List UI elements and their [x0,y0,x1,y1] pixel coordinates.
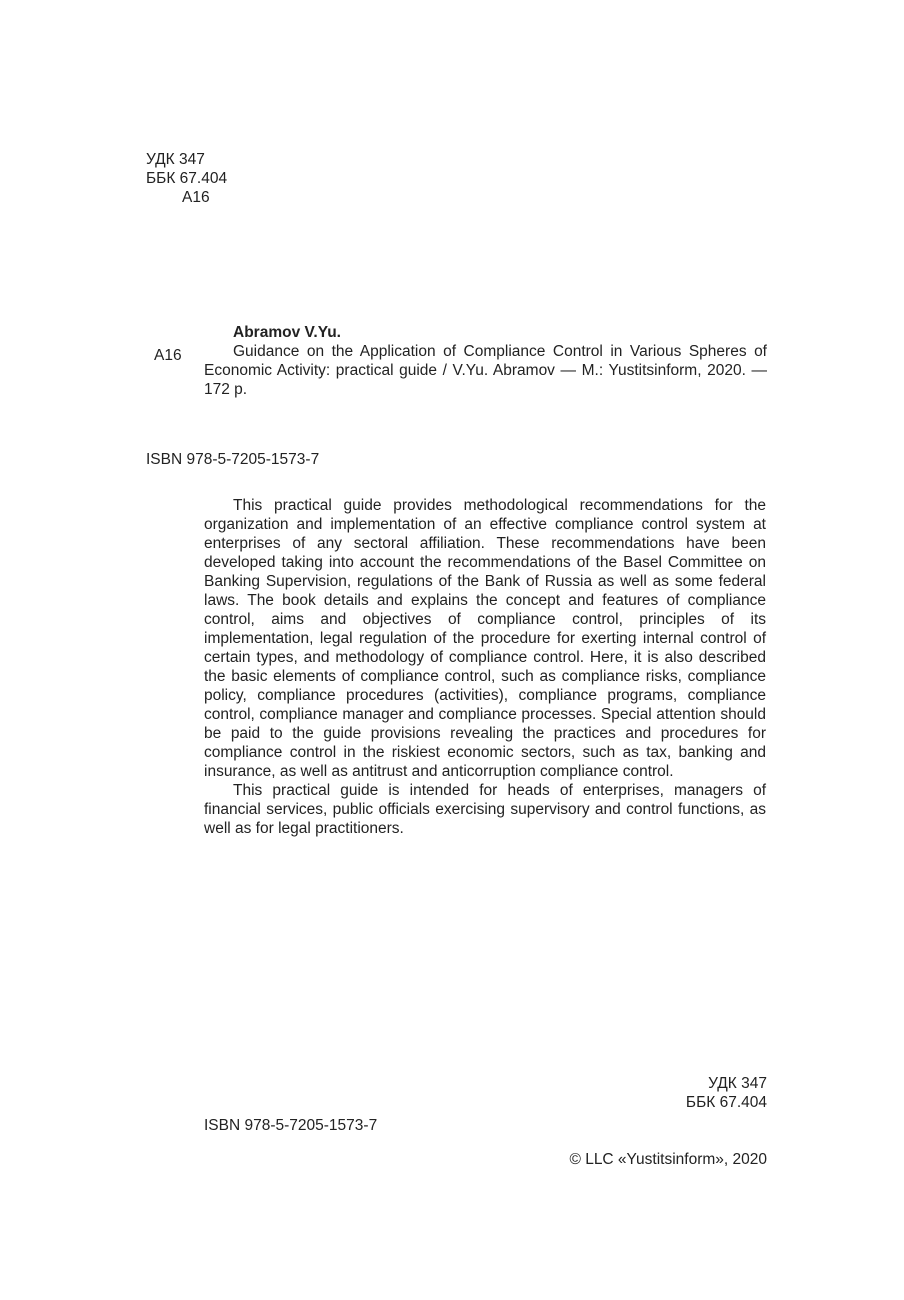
abstract-paragraph-2: This practical guide is intended for heads of enterprises, managers of financial services, public officials exercising supervisory and control functions, as well as for legal practitioners. [204,782,766,837]
isbn-bottom: ISBN 978-5-7205-1573-7 [204,1117,378,1134]
author-name: Abramov V.Yu. [233,324,341,341]
entry-author-mark: А16 [154,347,182,364]
bibliographic-description: Guidance on the Application of Compliance Control in Various Spheres of Economic Activity: practical guide / V.Yu. Abramov — M.: Yustitsinform, 2020. — 172 p. [204,343,767,398]
udc-code: УДК 347 [146,151,205,168]
bibliographic-entry [204,323,767,399]
copyright-notice: © LLC «Yustitsinform», 2020 [569,1151,767,1168]
abstract-paragraph-1: This practical guide provides methodological recommendations for the organization and implementation of an effective compliance control system at enterprises of any sectoral affiliation. These recommendations have been developed taking into account the recommendations of the Basel Committee on Banking Supervision, regulations of the Bank of Russia as well as some federal laws. The book details and explains the concept and features of compliance control, aims and objectives of compliance control, principles of its implementation, legal regulation of the procedure for exerting internal control of certain types, and methodology of compliance control. Here, it is also described the basic elements of compliance control, such as compliance risks, compliance policy, compliance procedures (activities), compliance programs, compliance control, compliance manager and compliance processes. Special attention should be paid to the guide provisions revealing the practices and procedures for compliance control in the riskiest economic sectors, such as tax, banking and insurance, as well as antitrust and anticorruption compliance control. [204,497,766,780]
bottom-classification-codes [600,1074,767,1112]
isbn-top: ISBN 978-5-7205-1573-7 [146,451,320,468]
footer-bbk-code: ББК 67.404 [685,1094,767,1111]
bbk-code: ББК 67.404 [146,170,228,187]
author-sign: А16 [182,189,210,206]
abstract [204,496,766,838]
footer-udc-code: УДК 347 [708,1075,767,1092]
top-classification-codes [146,150,227,207]
